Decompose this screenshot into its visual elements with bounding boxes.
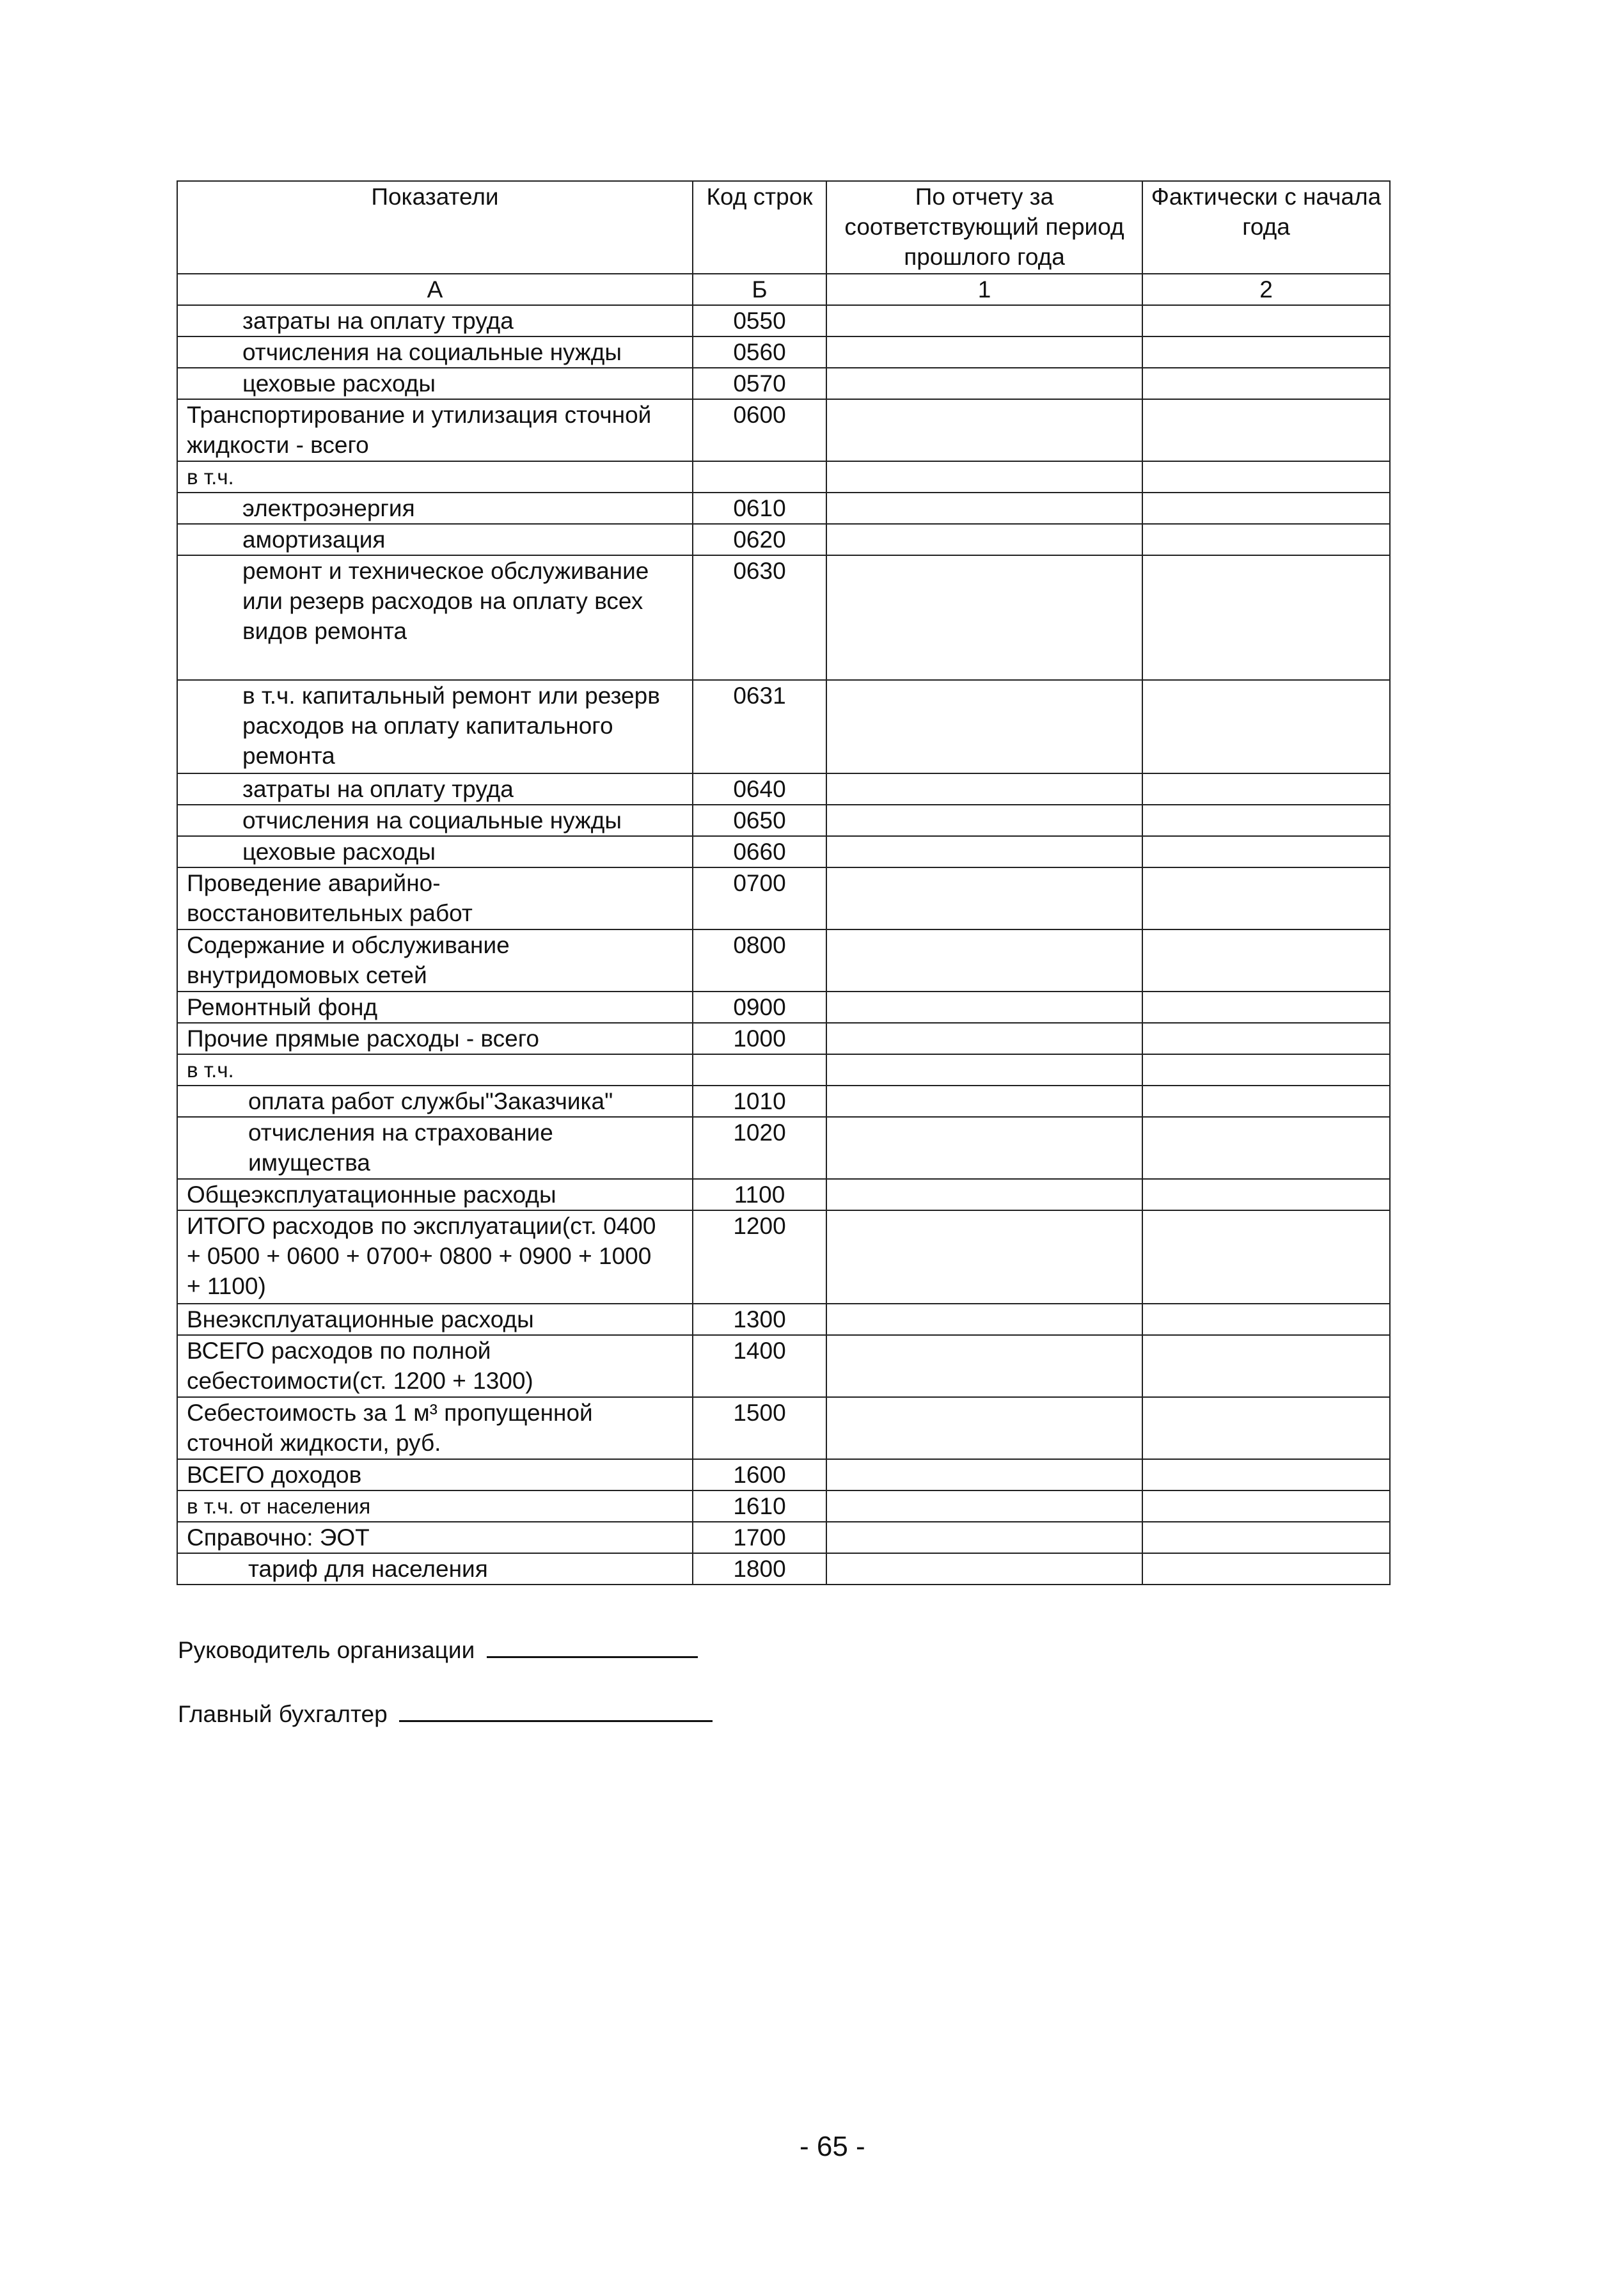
row-label: цеховые расходы [177, 368, 693, 399]
row-code: 0900 [693, 992, 826, 1023]
row-label: Внеэксплуатационные расходы [177, 1304, 693, 1335]
row-prev-value[interactable] [826, 867, 1142, 929]
row-code: 0620 [693, 524, 826, 555]
row-prev-value[interactable] [826, 305, 1142, 336]
row-code: 0800 [693, 929, 826, 992]
row-prev-value[interactable] [826, 1054, 1142, 1086]
table-row [177, 1490, 1390, 1522]
table-row [177, 680, 1390, 773]
row-code: 0700 [693, 867, 826, 929]
table-row [177, 1117, 1390, 1179]
column-letters-row [177, 274, 1390, 305]
table-row [177, 1335, 1390, 1397]
header-prev-period: По отчету за соответствующий период прошлого года [826, 181, 1142, 274]
table-row [177, 867, 1390, 929]
row-label: в т.ч. от населения [177, 1490, 693, 1522]
row-code: 0560 [693, 336, 826, 368]
row-label: в т.ч. [177, 461, 693, 493]
row-prev-value[interactable] [826, 1397, 1142, 1459]
row-label: затраты на оплату труда [177, 305, 693, 336]
column-letter-2: 2 [1142, 274, 1390, 305]
row-prev-value[interactable] [826, 929, 1142, 992]
row-prev-value[interactable] [826, 368, 1142, 399]
row-label: амортизация [177, 524, 693, 555]
row-prev-value[interactable] [826, 1023, 1142, 1054]
report-table [177, 180, 1391, 1585]
row-actual-value[interactable] [1142, 1490, 1390, 1522]
row-code: 0631 [693, 680, 826, 773]
row-code: 1700 [693, 1522, 826, 1553]
row-code: 1800 [693, 1553, 826, 1585]
row-actual-value[interactable] [1142, 805, 1390, 836]
row-code: 1200 [693, 1210, 826, 1304]
row-prev-value[interactable] [826, 1459, 1142, 1490]
row-prev-value[interactable] [826, 1522, 1142, 1553]
accountant-signature-line [178, 1698, 713, 1729]
row-code: 1300 [693, 1304, 826, 1335]
table-row [177, 305, 1390, 336]
row-label: отчисления на социальные нужды [177, 805, 693, 836]
column-letter-a: А [177, 274, 693, 305]
row-label: электроэнергия [177, 493, 693, 524]
row-actual-value[interactable] [1142, 1335, 1390, 1397]
row-actual-value[interactable] [1142, 1397, 1390, 1459]
table-row [177, 1179, 1390, 1210]
table-row [177, 992, 1390, 1023]
table-row [177, 836, 1390, 867]
table-row [177, 1304, 1390, 1335]
row-actual-value[interactable] [1142, 773, 1390, 805]
row-prev-value[interactable] [826, 524, 1142, 555]
column-letter-1: 1 [826, 274, 1142, 305]
table-row [177, 773, 1390, 805]
row-actual-value[interactable] [1142, 1117, 1390, 1179]
row-actual-value[interactable] [1142, 305, 1390, 336]
table-row [177, 524, 1390, 555]
row-label: Прочие прямые расходы - всего [177, 1023, 693, 1054]
row-code: 1100 [693, 1179, 826, 1210]
row-actual-value[interactable] [1142, 929, 1390, 992]
row-actual-value[interactable] [1142, 680, 1390, 773]
row-label: Себестоимость за 1 м³ пропущенной сточной жидкости, руб. [177, 1397, 693, 1459]
row-label: Ремонтный фонд [177, 992, 693, 1023]
row-code: 1020 [693, 1117, 826, 1179]
row-label: ремонт и техническое обслуживание или резерв расходов на оплату всех видов ремонта [177, 555, 693, 680]
row-code: 0640 [693, 773, 826, 805]
row-label: ВСЕГО доходов [177, 1459, 693, 1490]
row-actual-value[interactable] [1142, 493, 1390, 524]
row-prev-value[interactable] [826, 1335, 1142, 1397]
row-actual-value[interactable] [1142, 867, 1390, 929]
row-code [693, 1054, 826, 1086]
column-letter-b: Б [693, 274, 826, 305]
table-row [177, 929, 1390, 992]
table-row [177, 1023, 1390, 1054]
row-prev-value[interactable] [826, 1490, 1142, 1522]
table-header-row [177, 181, 1390, 274]
accountant-signature-field[interactable] [399, 1698, 713, 1722]
head-signature-label: Руководитель организации [178, 1637, 475, 1663]
row-actual-value[interactable] [1142, 1086, 1390, 1117]
row-code: 1010 [693, 1086, 826, 1117]
accountant-signature-label: Главный бухгалтер [178, 1701, 388, 1727]
header-code: Код строк [693, 181, 826, 274]
row-actual-value[interactable] [1142, 524, 1390, 555]
row-prev-value[interactable] [826, 399, 1142, 461]
table-row [177, 1459, 1390, 1490]
row-actual-value[interactable] [1142, 336, 1390, 368]
row-actual-value[interactable] [1142, 368, 1390, 399]
row-prev-value[interactable] [826, 1117, 1142, 1179]
row-actual-value[interactable] [1142, 1210, 1390, 1304]
table-row [177, 805, 1390, 836]
row-label: Справочно: ЭОТ [177, 1522, 693, 1553]
row-code: 0550 [693, 305, 826, 336]
row-label: отчисления на социальные нужды [177, 336, 693, 368]
table-row [177, 555, 1390, 680]
row-code: 0570 [693, 368, 826, 399]
row-label: Проведение аварийно-восстановительных работ [177, 867, 693, 929]
head-signature-line [178, 1634, 698, 1665]
row-prev-value[interactable] [826, 1304, 1142, 1335]
row-label: тариф для населения [177, 1553, 693, 1585]
row-prev-value[interactable] [826, 1553, 1142, 1585]
row-prev-value[interactable] [826, 461, 1142, 493]
table-row [177, 1397, 1390, 1459]
row-prev-value[interactable] [826, 992, 1142, 1023]
row-code [693, 461, 826, 493]
table-row [177, 336, 1390, 368]
row-prev-value[interactable] [826, 836, 1142, 867]
table-row [177, 1553, 1390, 1585]
row-code: 1610 [693, 1490, 826, 1522]
row-label: Содержание и обслуживание внутридомовых сетей [177, 929, 693, 992]
row-label: в т.ч. [177, 1054, 693, 1086]
row-actual-value[interactable] [1142, 1522, 1390, 1553]
row-actual-value[interactable] [1142, 399, 1390, 461]
table-row [177, 1054, 1390, 1086]
row-label: Общеэксплуатационные расходы [177, 1179, 693, 1210]
row-prev-value[interactable] [826, 1210, 1142, 1304]
table-row [177, 399, 1390, 461]
header-actual: Фактически с начала года [1142, 181, 1390, 274]
row-label: затраты на оплату труда [177, 773, 693, 805]
row-actual-value[interactable] [1142, 555, 1390, 680]
row-code: 1000 [693, 1023, 826, 1054]
row-prev-value[interactable] [826, 773, 1142, 805]
row-label: Транспортирование и утилизация сточной жидкости - всего [177, 399, 693, 461]
table-row [177, 1522, 1390, 1553]
table-row [177, 368, 1390, 399]
row-label: ВСЕГО расходов по полной себестоимости(ст. 1200 + 1300) [177, 1335, 693, 1397]
row-actual-value[interactable] [1142, 1023, 1390, 1054]
row-prev-value[interactable] [826, 680, 1142, 773]
row-prev-value[interactable] [826, 555, 1142, 680]
row-prev-value[interactable] [826, 493, 1142, 524]
header-indicators: Показатели [177, 181, 693, 274]
row-actual-value[interactable] [1142, 461, 1390, 493]
row-code: 0630 [693, 555, 826, 680]
table-row [177, 493, 1390, 524]
row-code: 1500 [693, 1397, 826, 1459]
row-actual-value[interactable] [1142, 1054, 1390, 1086]
row-label: ИТОГО расходов по эксплуатации(ст. 0400 + 0500 + 0600 + 0700+ 0800 + 0900 + 1000 + 1100) [177, 1210, 693, 1304]
row-prev-value[interactable] [826, 1179, 1142, 1210]
table-row [177, 1086, 1390, 1117]
row-label: цеховые расходы [177, 836, 693, 867]
row-label: отчисления на страхование имущества [177, 1117, 693, 1179]
head-signature-field[interactable] [487, 1634, 698, 1658]
row-prev-value[interactable] [826, 805, 1142, 836]
row-actual-value[interactable] [1142, 992, 1390, 1023]
row-code: 1400 [693, 1335, 826, 1397]
row-actual-value[interactable] [1142, 1304, 1390, 1335]
row-label: в т.ч. капитальный ремонт или резерв расходов на оплату капитального ремонта [177, 680, 693, 773]
row-prev-value[interactable] [826, 336, 1142, 368]
table-row [177, 1210, 1390, 1304]
row-code: 1600 [693, 1459, 826, 1490]
row-prev-value[interactable] [826, 1086, 1142, 1117]
row-code: 0660 [693, 836, 826, 867]
row-label: оплата работ службы"Заказчика" [177, 1086, 693, 1117]
page-number: - 65 - [800, 2131, 865, 2162]
row-actual-value[interactable] [1142, 1553, 1390, 1585]
row-actual-value[interactable] [1142, 836, 1390, 867]
table-row [177, 461, 1390, 493]
row-actual-value[interactable] [1142, 1459, 1390, 1490]
row-code: 0650 [693, 805, 826, 836]
row-actual-value[interactable] [1142, 1179, 1390, 1210]
row-code: 0600 [693, 399, 826, 461]
row-code: 0610 [693, 493, 826, 524]
